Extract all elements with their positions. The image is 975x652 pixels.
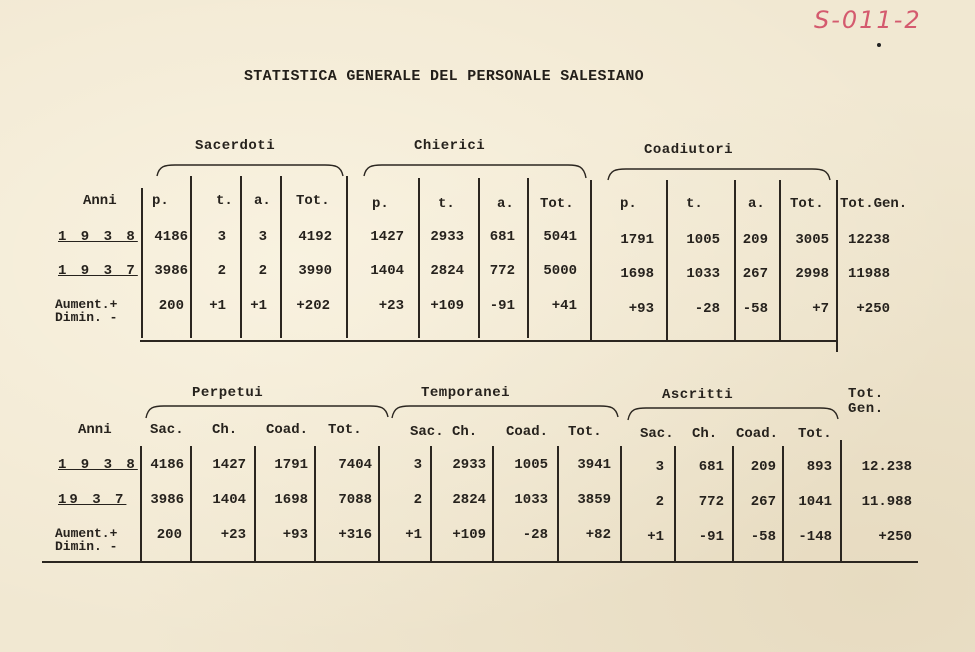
- cell-value: 7088: [338, 492, 372, 508]
- cell-value: 1404: [212, 492, 246, 508]
- cell-value: 3: [655, 459, 664, 475]
- brace-coadiutori: [606, 164, 832, 184]
- cell-value: 2998: [795, 266, 829, 282]
- cell-value: +23: [378, 298, 404, 314]
- cell-value: 893: [806, 459, 832, 475]
- cell-value: 1041: [798, 494, 832, 510]
- cell-value: 12.238: [861, 459, 912, 475]
- tot-gen-heading-line2: Gen.: [848, 401, 884, 417]
- cell-value: 11.988: [861, 494, 912, 510]
- row-label-decrease: Dimin. -: [55, 539, 118, 554]
- col-header-sac: Sac.: [640, 426, 674, 442]
- catalog-mark: S-011-2: [814, 6, 922, 34]
- cell-value: +93: [282, 527, 308, 543]
- group-heading-sacerdoti: Sacerdoti: [195, 138, 276, 154]
- col-header-tot: Tot.: [328, 422, 362, 438]
- cell-value: 1404: [370, 263, 404, 279]
- cell-value: 3986: [150, 492, 184, 508]
- cell-value: 267: [742, 266, 768, 282]
- cell-value: 1005: [514, 457, 548, 473]
- cell-value: 1427: [370, 229, 404, 245]
- cell-value: +7: [812, 301, 829, 317]
- col-header-sac: Sac.: [150, 422, 184, 438]
- col-header-tot: Tot.: [568, 424, 602, 440]
- col-header-tot: Tot.: [296, 193, 330, 209]
- cell-value: -91: [489, 298, 515, 314]
- cell-value: 3: [413, 457, 422, 473]
- col-header-coad: Coad.: [266, 422, 309, 438]
- cell-value: 2: [217, 263, 226, 279]
- col-header-ch: Ch.: [212, 422, 238, 438]
- cell-value: 5041: [543, 229, 577, 245]
- group-heading-ascritti: Ascritti: [662, 387, 734, 403]
- cell-value: -58: [742, 301, 768, 317]
- cell-value: 772: [489, 263, 515, 279]
- cell-value: 1427: [212, 457, 246, 473]
- brace-temporanei: [390, 402, 620, 420]
- col-header-t: t.: [438, 196, 455, 212]
- col-header-t: t.: [686, 196, 703, 212]
- cell-value: 3990: [298, 263, 332, 279]
- cell-value: 267: [750, 494, 776, 510]
- cell-value: 4186: [154, 229, 188, 245]
- cell-value: +1: [209, 298, 226, 314]
- cell-value: 681: [698, 459, 724, 475]
- col-header-p: p.: [372, 196, 389, 212]
- cell-value: +1: [405, 527, 422, 543]
- cell-value: 2: [655, 494, 664, 510]
- cell-value: 11988: [847, 266, 890, 282]
- cell-value: -148: [798, 529, 832, 545]
- cell-value: 7404: [338, 457, 372, 473]
- cell-value: 1791: [620, 232, 654, 248]
- row-year-1937: 19 3 7: [58, 492, 127, 508]
- cell-value: 772: [698, 494, 724, 510]
- cell-value: 3941: [577, 457, 611, 473]
- col-header-t: t.: [216, 193, 233, 209]
- cell-value: 5000: [543, 263, 577, 279]
- col-header-tot-gen: Tot.Gen.: [840, 196, 908, 212]
- brace-perpetui: [144, 402, 390, 420]
- cell-value: 3: [217, 229, 226, 245]
- cell-value: 4186: [150, 457, 184, 473]
- row-year-1938: 1 9 3 8: [58, 457, 138, 473]
- col-header-a: a.: [497, 196, 514, 212]
- row-year-1937: 1 9 3 7: [58, 263, 138, 279]
- cell-value: +1: [647, 529, 664, 545]
- row-year-1938: 1 9 3 8: [58, 229, 138, 245]
- col-header-ch: Ch.: [692, 426, 718, 442]
- col-header-p: p.: [620, 196, 637, 212]
- cell-value: +41: [551, 298, 577, 314]
- cell-value: -28: [522, 527, 548, 543]
- column-rule: [418, 178, 420, 338]
- cell-value: 3859: [577, 492, 611, 508]
- group-heading-chierici: Chierici: [414, 138, 486, 154]
- row-label-increase: Aument.+: [55, 297, 118, 312]
- col-header-tot: Tot.: [790, 196, 824, 212]
- cell-value: +109: [452, 527, 486, 543]
- col-header-p: p.: [152, 193, 169, 209]
- cell-value: 209: [742, 232, 768, 248]
- cell-value: 2933: [452, 457, 486, 473]
- col-header-anni: Anni: [83, 193, 117, 209]
- paper-watermark: [0, 102, 129, 140]
- col-header-coad: Coad.: [736, 426, 779, 442]
- cell-value: +316: [338, 527, 372, 543]
- cell-value: -58: [750, 529, 776, 545]
- cell-value: +82: [585, 527, 611, 543]
- cell-value: 4192: [298, 229, 332, 245]
- tot-gen-heading-line1: Tot.: [848, 386, 884, 402]
- row-label-decrease: Dimin. -: [55, 310, 118, 325]
- cell-value: 2: [413, 492, 422, 508]
- brace-chierici: [362, 160, 588, 180]
- cell-value: 1033: [514, 492, 548, 508]
- group-heading-perpetui: Perpetui: [192, 385, 264, 401]
- table-1-bottom-rule: [140, 340, 837, 342]
- col-header-tot: Tot.: [798, 426, 832, 442]
- cell-value: 1791: [274, 457, 308, 473]
- cell-value: 1698: [274, 492, 308, 508]
- cell-value: 681: [489, 229, 515, 245]
- cell-value: +202: [296, 298, 330, 314]
- cell-value: +23: [220, 527, 246, 543]
- cell-value: 3986: [154, 263, 188, 279]
- cell-value: 1698: [620, 266, 654, 282]
- brace-ascritti: [626, 404, 840, 422]
- cell-value: 200: [158, 298, 184, 314]
- col-header-coad: Coad.: [506, 424, 549, 440]
- col-header-a: a.: [254, 193, 271, 209]
- row-label-increase: Aument.+: [55, 526, 118, 541]
- cell-value: 12238: [847, 232, 890, 248]
- col-header-anni: Anni: [78, 422, 112, 438]
- col-header-sac: Sac.: [410, 424, 444, 440]
- cell-value: 1033: [686, 266, 720, 282]
- cell-value: 1005: [686, 232, 720, 248]
- cell-value: +250: [878, 529, 912, 545]
- col-header-tot: Tot.: [540, 196, 574, 212]
- cell-value: +109: [430, 298, 464, 314]
- cell-value: 3005: [795, 232, 829, 248]
- cell-value: -28: [694, 301, 720, 317]
- col-header-a: a.: [748, 196, 765, 212]
- brace-sacerdoti: [155, 160, 345, 180]
- cell-value: 2: [258, 263, 267, 279]
- group-heading-temporanei: Temporanei: [421, 385, 511, 401]
- cell-value: 2933: [430, 229, 464, 245]
- document-title: STATISTICA GENERALE DEL PERSONALE SALESIANO: [244, 68, 644, 85]
- col-header-ch: Ch.: [452, 424, 478, 440]
- cell-value: 200: [156, 527, 182, 543]
- cell-value: 2824: [430, 263, 464, 279]
- column-rule: [478, 178, 480, 338]
- cell-value: +250: [856, 301, 890, 317]
- table-2-bottom-rule: [42, 561, 918, 563]
- group-heading-coadiutori: Coadiutori: [644, 142, 734, 158]
- ink-dot: [877, 43, 881, 47]
- cell-value: 209: [750, 459, 776, 475]
- cell-value: 2824: [452, 492, 486, 508]
- cell-value: -91: [698, 529, 724, 545]
- cell-value: 3: [258, 229, 267, 245]
- cell-value: +1: [250, 298, 267, 314]
- cell-value: +93: [628, 301, 654, 317]
- column-rule: [527, 178, 529, 338]
